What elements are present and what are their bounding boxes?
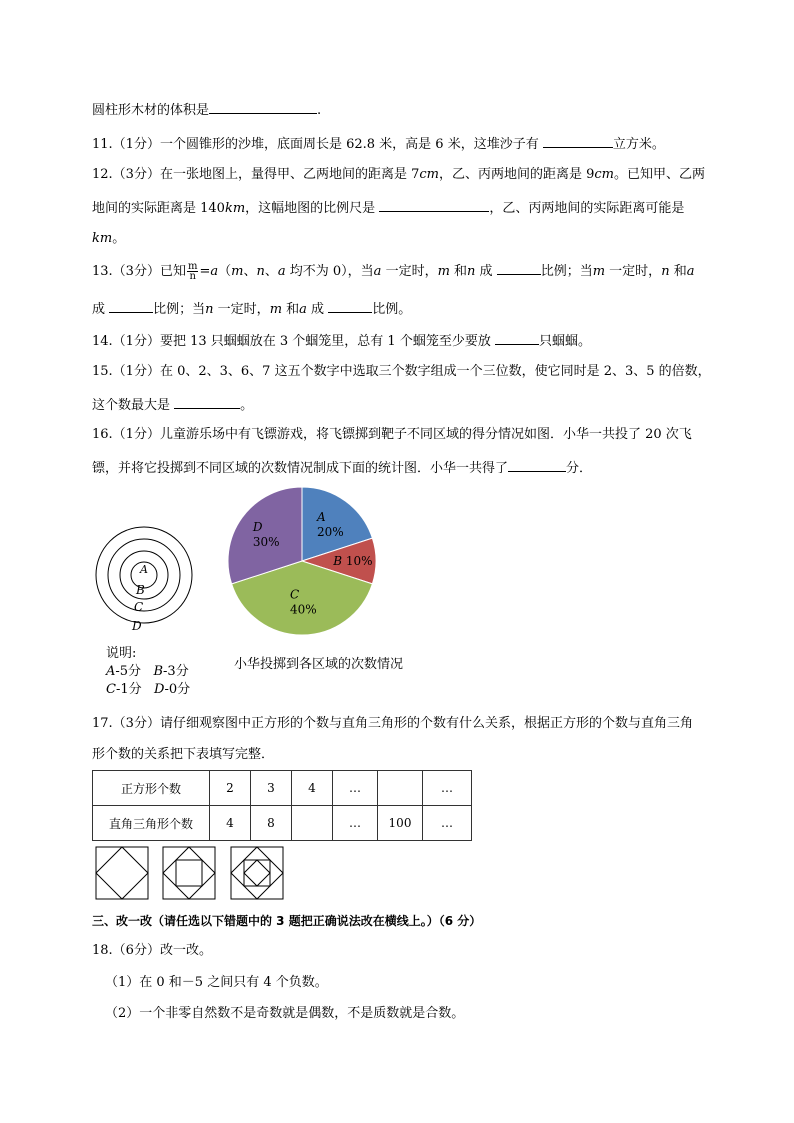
figure-3	[231, 847, 283, 899]
table-cell: 4	[210, 806, 251, 841]
pie-label-a: A 20%	[316, 509, 344, 539]
label-a: A	[140, 563, 148, 576]
table-row	[93, 771, 472, 806]
answer-blank[interactable]	[495, 331, 539, 345]
label-d: D	[132, 619, 142, 633]
fraction-m-over-n: $\frac{m}{n}$	[187, 261, 198, 282]
figure-1	[96, 847, 148, 899]
table-cell: 100	[378, 806, 423, 841]
table-cell: 4	[292, 771, 333, 806]
question-12-line2: 地间的实际距离是 140km，这幅地图的比例尺是 ，乙、丙两地间的实际距离可能是	[92, 198, 684, 218]
answer-blank[interactable]	[379, 198, 489, 212]
question-13-line2: 成 比例；当n 一定时，m 和a 成 比例。	[92, 299, 411, 319]
question-17-line1: 17.（3分）请仔细观察图中正方形的个数与直角三角形的个数有什么关系，根据正方形的个数与直角三角	[92, 716, 693, 731]
answer-blank[interactable]	[543, 134, 613, 148]
table-cell: …	[333, 806, 378, 841]
chart-title: 小华投掷到各区域的次数情况	[234, 657, 404, 672]
q18-item-2: （2）一个非零自然数不是奇数就是偶数，不是质数就是合数。	[105, 1006, 465, 1021]
pie-label-c: C 40%	[290, 587, 317, 617]
q10-text: 圆柱形木材的体积是	[92, 103, 210, 118]
pie-label-b: B 10%	[333, 554, 373, 568]
figure-2	[163, 847, 215, 899]
table-cell-blank[interactable]	[292, 806, 333, 841]
section-3-title: 三、改一改（请任选以下错题中的 3 题把正确说法改在横线上。）（6 分）	[92, 914, 482, 928]
table-cell-blank[interactable]	[378, 771, 423, 806]
dartboard-figure	[94, 520, 204, 635]
question-16-line1: 16.（1分）儿童游乐场中有飞镖游戏，将飞镖掷到靶子不同区域的得分情况如图．小华一共投了 20 次飞	[92, 427, 692, 442]
table-cell: …	[423, 771, 472, 806]
question-12-line1: 12.（3分）在一张地图上，量得甲、乙两地间的距离是 7cm，乙、丙两地间的距离是 9cm。已知甲、乙两	[92, 167, 705, 182]
label-c: C	[134, 600, 144, 614]
question-12-line3: km。	[92, 231, 126, 246]
table-cell: 正方形个数	[93, 771, 210, 806]
question-15-line1: 15.（1分）在 0、2、3、6、7 这五个数字中选取三个数字组成一个三位数，使它同时是 2、3、5 的倍数，	[92, 364, 711, 379]
answer-blank[interactable]	[109, 299, 153, 313]
table-cell: …	[333, 771, 378, 806]
answer-blank[interactable]	[497, 261, 541, 275]
answer-blank[interactable]	[508, 458, 566, 472]
question-13-line1: 13.（3分）已知 $\frac{m}{n}$ =a（m、n、a 均不为 0），当a 一定时，m 和n 成 比例；当m 一定时，n 和a	[92, 261, 695, 282]
question-14: 14.（1分）要把 13 只蝈蝈放在 3 个蝈笼里，总有 1 个蝈笼至少要放 只蝈蝈。	[92, 331, 591, 351]
table-cell: 3	[251, 771, 292, 806]
q18-item-1: （1）在 0 和－5 之间只有 4 个负数。	[105, 975, 328, 990]
pie-label-d: D 30%	[252, 520, 280, 550]
answer-blank[interactable]	[328, 299, 372, 313]
question-17-line2: 形个数的关系把下表填写完整．	[92, 747, 275, 762]
question-18: 18.（6分）改一改。	[92, 943, 212, 958]
answer-blank[interactable]	[174, 395, 240, 409]
nested-squares-figures	[95, 846, 295, 902]
table-cell: 直角三角形个数	[93, 806, 210, 841]
table-row	[93, 806, 472, 841]
answer-blank[interactable]	[209, 100, 317, 114]
pie-chart	[222, 484, 382, 644]
question-15-line2: 这个数最大是 。	[92, 395, 253, 415]
label-b: B	[136, 583, 145, 597]
question-11: 11.（1分）一个圆锥形的沙堆，底面周长是 62.8 米，高是 6 米，这堆沙子有 立方米。	[92, 134, 665, 154]
legend-note: 说明: A-5分 B-3分 C-1分 D-0分	[106, 646, 191, 697]
q17-table	[92, 770, 472, 841]
table-cell: …	[423, 806, 472, 841]
table-cell: 8	[251, 806, 292, 841]
table-cell: 2	[210, 771, 251, 806]
question-16-line2: 镖，并将它投掷到不同区域的次数情况制成下面的统计图．小华一共得了 分．	[92, 458, 592, 478]
q10-continuation: 圆柱形木材的体积是 .	[92, 100, 321, 120]
